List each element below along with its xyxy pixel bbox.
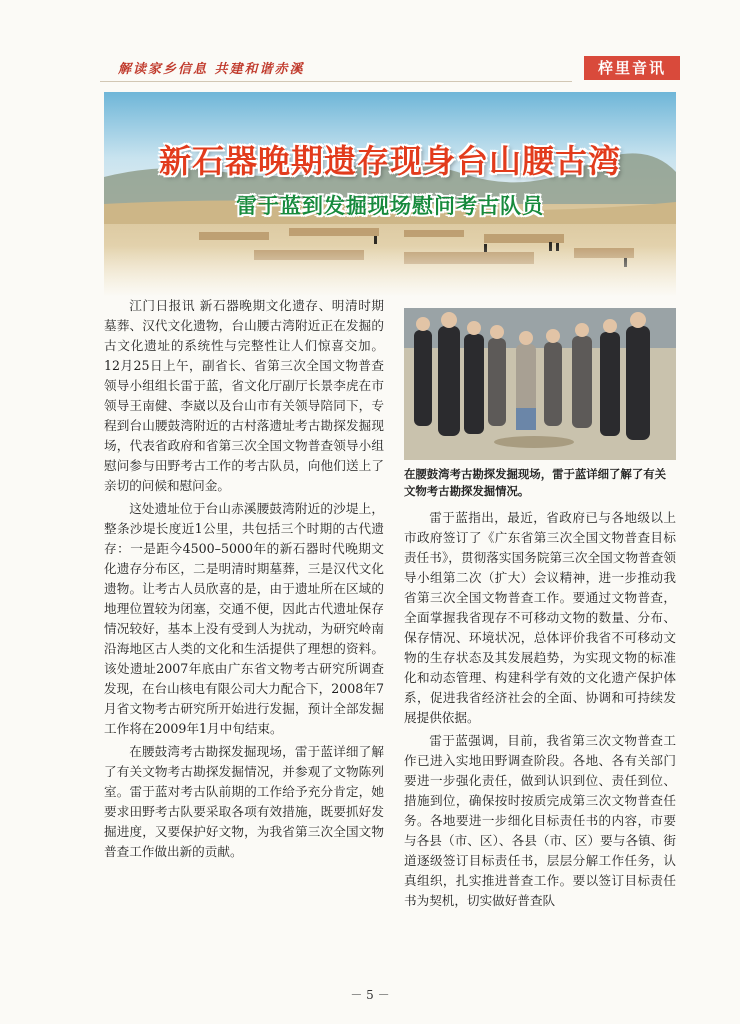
header-divider <box>100 81 572 82</box>
photo-caption: 在腰鼓湾考古勘探发掘现场，雷于蓝详细了解了有关文物考古勘探发掘情况。 <box>404 467 666 498</box>
site-visit-photo <box>404 308 676 460</box>
site-visit-photo-image <box>404 308 676 460</box>
page-number: － 5 － <box>350 988 390 1002</box>
paragraph: 雷于蓝强调，目前，我省第三次文物普查工作已进入实地田野调查阶段。各地、各有关部门要进一步强化责任，做到认识到位、责任到位、措施到位，确保按时按质完成第三次文物普查任务。各地要进一步细化目标责任书的内容，市要与各县（市、区）、各县（市、区）要与各镇、街道逐级签订目标责任书，层层分解工作任务，认真组织，扎实推进普查工作。要以签订目标责任书为契机，切实做好普查队 <box>404 733 676 908</box>
paragraph: 这处遗址位于台山赤溪腰鼓湾附近的沙堤上，整条沙堤长度近1公里，共包括三个时期的古代遗存：一是距今4500–5000年的新石器时代晚期文化遗存分布区，二是明清时期墓葬，三是汉代文化遗物。让考古人员欣喜的是，由于遗址所在区域的地理位置较为闭塞，交通不便，因此古代遗址保存情况较好，基本上没有受到人为扰动，为研究岭南沿海地区古人类的文化和生活提供了理想的资料。该处遗址2007年底由广东省文物考古研究所调查发现，在台山核电有限公司大力配合下，2008年7月省文物考古研究所开始进行发掘，预计全部发掘工作将在2009年1月中旬结束。 <box>104 501 384 736</box>
section-badge: 梓里音讯 <box>584 56 680 80</box>
article-subtitle: 雷于蓝到发掘现场慰问考古队员 <box>236 194 544 218</box>
paragraph: 雷于蓝指出，最近，省政府已与各地级以上市政府签订了《广东省第三次全国文物普查目标责任书》，贯彻落实国务院第三次全国文物普查领导小组第二次（扩大）会议精神，进一步推动我省第三次全国文物普查工作。要通过文物普查，全面掌握我省现存不可移动文物的数量、分布、保存情况、环境状况，总体评价我省不可移动文物的生存状态及其发展趋势，为实现文物的标准化和动态管理、构建科学有效的文化遗产保护体系，促进我省经济社会的全面、协调和可持续发展提供依据。 <box>404 510 676 725</box>
right-column <box>404 508 676 914</box>
banner <box>104 92 676 297</box>
article-title: 新石器晚期遗存现身台山腰古湾 <box>158 142 621 180</box>
header-slogan: 解读家乡信息 共建和谐赤溪 <box>118 62 305 77</box>
paragraph: 江门日报讯 新石器晚期文化遗存、明清时期墓葬、汉代文化遗物，台山腰古湾附近正在发掘的古文化遗址的系统性与完整性让人们惊喜交加。12月25日上午，副省长、省第三次全国文物普查领导小组组长雷于蓝，省文化厅副厅长景李虎在市领导王南健、李崴以及台山市有关领导陪同下，专程到台山腰鼓湾附近的古村落遗址考古勘探发掘现场，代表省政府和省第三次全国文物普查领导小组慰问参与田野考古工作的考古队员，向他们送上了亲切的问候和慰问金。 <box>104 298 384 493</box>
left-column <box>104 296 384 865</box>
paragraph: 在腰鼓湾考古勘探发掘现场，雷于蓝详细了解了有关文物考古勘探发掘情况，并参观了文物陈列室。雷于蓝对考古队前期的工作给予充分肯定，她要求田野考古队要采取各项有效措施，既要抓好发掘进度，又要保护好文物，为我省第三次全国文物普查工作做出新的贡献。 <box>104 744 384 859</box>
